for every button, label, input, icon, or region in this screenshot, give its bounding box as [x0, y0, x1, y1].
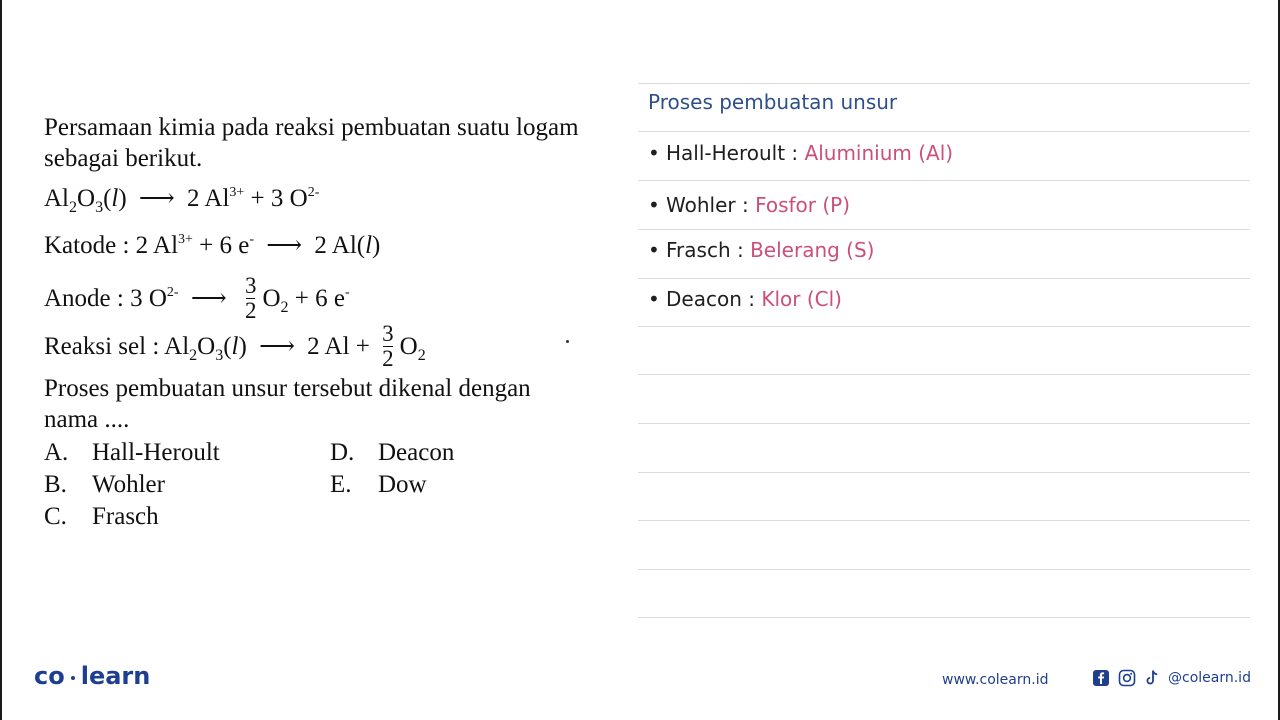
cell-fraction [382, 322, 394, 371]
option-letter: E. [330, 471, 352, 498]
eq1-o: O [77, 185, 96, 212]
logo-dot [71, 676, 75, 680]
cell-o: O [197, 333, 216, 361]
ruled-line [638, 569, 1250, 570]
option-letter: B. [44, 471, 67, 498]
katode-phase: l [365, 232, 373, 259]
katode-e-charge: - [249, 232, 255, 247]
note-process: Frasch : [666, 238, 744, 262]
question-intro-line-2: sebagai berikut. [44, 145, 203, 172]
option-text: Frasch [92, 503, 159, 530]
equation-decomposition: $Al_2O_3(l)$ ⟶ 2 $Al^{3+} + 3$ $O^{2-}$ [44, 185, 320, 216]
option-text: Hall-Heroult [92, 439, 220, 466]
colearn-logo [34, 662, 150, 690]
eq1-phase: l [111, 185, 119, 212]
cell-product: 2 Al + [307, 333, 370, 361]
social-links [1092, 669, 1251, 687]
eq1-arrow: ⟶ [138, 185, 175, 212]
eq1-al-subscript: 2 [69, 199, 77, 216]
option-letter: A. [44, 439, 69, 466]
cell-phase: l [231, 333, 239, 361]
katode-label: Katode : [44, 232, 130, 259]
left-border [0, 0, 2, 720]
anode-fraction-denominator: 2 [244, 298, 257, 323]
option-text: Deacon [378, 439, 455, 466]
facebook-icon[interactable] [1092, 669, 1110, 687]
tiktok-icon[interactable] [1144, 669, 1160, 687]
eq1-o-subscript: 3 [95, 199, 104, 216]
equation-katode [44, 231, 380, 265]
anode-fraction-numerator: 3 [244, 273, 257, 298]
question-prompt-line-1: Proses pembuatan unsur tersebut dikenal dengan [44, 375, 531, 402]
equation-anode [44, 273, 350, 325]
option-letter: D. [330, 439, 355, 466]
note-item-deacon [648, 287, 842, 311]
anode-o2: O [262, 285, 281, 313]
bullet: • [648, 238, 660, 262]
ruled-line [638, 131, 1250, 132]
instagram-icon[interactable] [1118, 669, 1136, 687]
anode-e-charge: - [344, 285, 350, 301]
ruled-line [638, 617, 1250, 618]
notes-title: Proses pembuatan unsur [648, 90, 898, 114]
bullet: • [648, 287, 660, 311]
cell-o2-subscript: 2 [417, 347, 426, 365]
bullet: • [648, 141, 660, 165]
cell-fraction-numerator: 3 [382, 321, 394, 346]
ruled-line [638, 229, 1250, 230]
ruled-line [638, 326, 1250, 327]
katode-lhs: 2 Al [135, 232, 179, 259]
logo-co: co [34, 662, 65, 690]
note-process: Deacon : [666, 287, 755, 311]
anode-fraction [245, 274, 257, 323]
cell-o-subscript: 3 [215, 347, 224, 365]
cell-al-subscript: 2 [189, 347, 198, 365]
social-handle[interactable]: @colearn.id [1168, 670, 1251, 686]
note-item-hall-heroult [648, 141, 953, 165]
anode-o2-subscript: 2 [280, 299, 289, 317]
cell-al: Al [164, 333, 190, 361]
katode-electrons: + 6 e [199, 232, 250, 259]
logo-learn: learn [80, 662, 151, 690]
stray-dot [566, 340, 569, 343]
equation-cell-reaction: Reaksi sel : $Al_2O_3(l)$ ⟶ 2 Al + $\frac{3}{2}$ $O_2$ [44, 321, 426, 371]
note-element: Klor (Cl) [761, 287, 842, 311]
cell-arrow: ⟶ [259, 333, 295, 361]
ruled-line [638, 278, 1250, 279]
eq1-plus: + [250, 185, 265, 212]
ruled-line [638, 180, 1250, 181]
katode-rhs: 2 Al( [314, 232, 366, 259]
eq1-al: Al [44, 185, 69, 212]
cell-fraction-denominator: 2 [382, 346, 394, 371]
website-link[interactable]: www.colearn.id [942, 672, 1049, 688]
anode-label: Anode : [44, 285, 124, 313]
ruled-line [638, 423, 1250, 424]
anode-lhs: 3 O [130, 285, 167, 313]
note-process: Wohler : [666, 193, 749, 217]
question-intro-line-1: Persamaan kimia pada reaksi pembuatan suatu logam [44, 114, 579, 141]
ruled-line [638, 83, 1250, 84]
anode-charge: 2- [166, 285, 179, 301]
anode-electrons: + 6 e [294, 285, 345, 313]
eq1-o-charge: 2- [307, 185, 320, 200]
option-b[interactable] [44, 470, 165, 500]
question-prompt-line-2: nama .... [44, 406, 130, 433]
cell-label: Reaksi sel : [44, 333, 160, 361]
option-text: Dow [378, 471, 427, 498]
note-item-wohler [648, 193, 850, 217]
ruled-line [638, 472, 1250, 473]
option-text: Wohler [92, 471, 165, 498]
eq1-product-o: 3 O [270, 185, 308, 212]
note-element: Aluminium (Al) [804, 141, 954, 165]
option-d[interactable] [330, 438, 454, 468]
katode-charge: 3+ [178, 232, 193, 247]
note-process: Hall-Heroult : [666, 141, 799, 165]
option-e[interactable] [330, 470, 427, 500]
option-letter: C. [44, 503, 67, 530]
eq1-product-al: 2 Al [187, 185, 230, 212]
option-a[interactable] [44, 438, 220, 468]
anode-arrow: ⟶ [190, 285, 227, 313]
katode-close-paren: ) [372, 232, 381, 259]
cell-o2: O [399, 333, 418, 361]
katode-arrow: ⟶ [266, 232, 303, 259]
note-item-frasch [648, 238, 874, 262]
eq1-al-charge: 3+ [229, 185, 245, 200]
note-element: Belerang (S) [750, 238, 875, 262]
bullet: • [648, 193, 660, 217]
note-element: Fosfor (P) [755, 193, 851, 217]
ruled-line [638, 374, 1250, 375]
option-c[interactable] [44, 502, 159, 532]
ruled-line [638, 520, 1250, 521]
